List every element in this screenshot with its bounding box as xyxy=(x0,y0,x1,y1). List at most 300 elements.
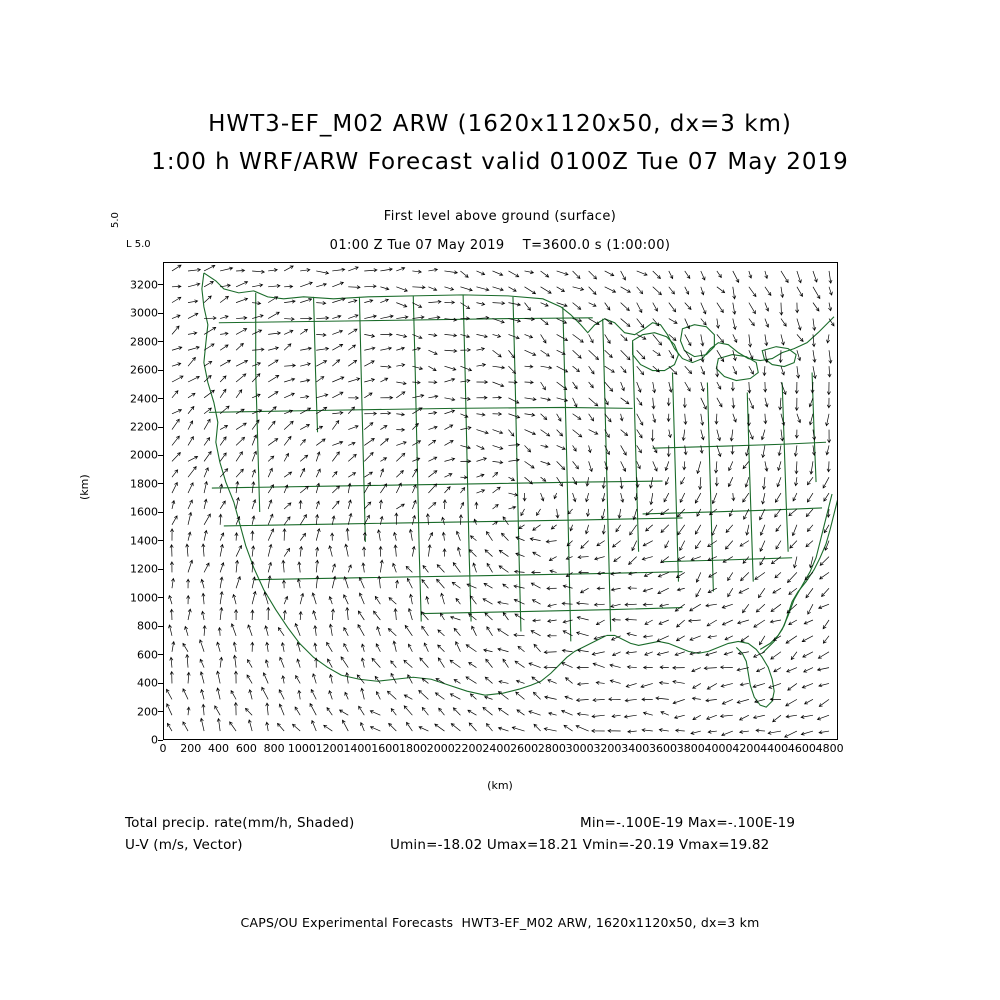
x-tick-label: 3800 xyxy=(676,742,705,755)
wind-vector-arrow xyxy=(393,641,396,652)
wind-vector-arrow xyxy=(346,608,349,620)
subtitle-time: 01:00 Z Tue 07 May 2019 T=3600.0 s (1:00:00) xyxy=(329,238,671,253)
wind-vector-arrow xyxy=(653,414,656,423)
wind-vector-arrow xyxy=(717,334,724,342)
wind-vector-arrow xyxy=(544,666,556,669)
wind-vector-arrow xyxy=(344,628,348,636)
wind-vector-arrow xyxy=(726,525,733,533)
x-tick-label: 2400 xyxy=(482,742,511,755)
wind-vector-arrow xyxy=(348,315,358,319)
wind-vector-arrow xyxy=(701,414,704,425)
y-tick-label: 800 xyxy=(137,619,158,633)
wind-vector-arrow xyxy=(620,414,623,421)
wind-vector-arrow xyxy=(268,456,274,461)
wind-vector-arrow xyxy=(706,699,717,702)
wind-vector-arrow xyxy=(708,635,717,638)
wind-vector-arrow xyxy=(749,366,754,374)
wind-vector-arrow xyxy=(172,297,181,302)
wind-vector-arrow xyxy=(268,312,279,318)
wind-vector-arrow xyxy=(568,509,573,514)
wind-vector-arrow xyxy=(408,644,412,652)
wind-vector-arrow xyxy=(685,271,690,278)
wind-vector-arrow xyxy=(523,493,526,501)
wind-vector-arrow xyxy=(364,423,373,430)
wind-vector-arrow xyxy=(667,445,670,456)
wind-vector-arrow xyxy=(348,513,352,524)
wind-vector-arrow xyxy=(268,332,280,335)
wind-vector-arrow xyxy=(683,461,686,469)
wind-vector-arrow xyxy=(781,334,784,345)
wind-vector-arrow xyxy=(476,458,486,462)
wind-vector-arrow xyxy=(716,366,719,377)
wind-vector-arrow xyxy=(236,452,242,462)
wind-vector-arrow xyxy=(749,271,752,278)
wind-vector-arrow xyxy=(444,287,453,291)
wind-vector-arrow xyxy=(300,533,305,540)
wind-vector-arrow xyxy=(499,550,508,556)
wind-vector-arrow xyxy=(451,616,461,620)
wind-vector-arrow xyxy=(376,644,380,652)
wind-vector-arrow xyxy=(220,376,226,382)
wind-vector-arrow xyxy=(348,378,359,382)
wind-vector-arrow xyxy=(557,382,567,390)
wind-vector-arrow xyxy=(486,659,493,667)
wind-vector-arrow xyxy=(749,398,754,409)
wind-vector-arrow xyxy=(819,683,829,686)
wind-vector-arrow xyxy=(721,714,733,717)
wind-vector-arrow xyxy=(172,470,178,477)
wind-vector-arrow xyxy=(460,379,469,382)
wind-vector-arrow xyxy=(777,477,781,487)
wind-vector-arrow xyxy=(525,350,536,355)
x-tick-label: 2600 xyxy=(510,742,539,755)
wind-vector-arrow xyxy=(626,618,637,621)
wind-vector-arrow xyxy=(249,690,252,700)
wind-vector-arrow xyxy=(300,379,309,382)
wind-vector-arrow xyxy=(541,366,552,369)
wind-vector-arrow xyxy=(621,303,630,311)
wind-vector-arrow xyxy=(556,509,559,518)
wind-vector-arrow xyxy=(393,563,397,572)
wind-vector-arrow xyxy=(525,381,534,384)
wind-vector-arrow xyxy=(544,728,556,731)
wind-vector-arrow xyxy=(412,423,418,429)
wind-vector-arrow xyxy=(593,698,605,701)
wind-vector-arrow xyxy=(701,271,705,280)
wind-vector-arrow xyxy=(813,287,820,299)
wind-vector-arrow xyxy=(657,652,668,656)
wind-vector-arrow xyxy=(364,269,377,272)
wind-vector-arrow xyxy=(499,708,509,715)
wind-vector-arrow xyxy=(573,382,578,389)
wind-vector-arrow xyxy=(548,634,557,637)
wind-vector-arrow xyxy=(185,626,188,635)
wind-vector-arrow xyxy=(364,361,374,366)
wind-vector-arrow xyxy=(220,315,228,318)
wind-vector-arrow xyxy=(387,691,396,699)
wind-vector-arrow xyxy=(693,683,701,688)
wind-vector-arrow xyxy=(717,445,721,456)
wind-vector-arrow xyxy=(632,541,637,551)
y-tick-label: 3000 xyxy=(130,306,158,320)
y-tick-label: 2000 xyxy=(130,448,158,462)
wind-vector-arrow xyxy=(749,287,756,297)
wind-vector-arrow xyxy=(516,537,525,541)
wind-vector-arrow xyxy=(551,525,556,529)
wind-vector-arrow xyxy=(454,680,460,684)
wind-vector-arrow xyxy=(412,408,422,414)
wind-vector-arrow xyxy=(749,319,754,326)
wind-vector-arrow xyxy=(653,366,660,372)
wind-vector-arrow xyxy=(372,658,380,667)
wind-vector-arrow xyxy=(364,315,376,319)
wind-vector-arrow xyxy=(475,502,478,509)
wind-vector-arrow xyxy=(829,350,832,363)
wind-vector-arrow xyxy=(300,455,307,461)
wind-vector-arrow xyxy=(660,604,669,607)
wind-vector-arrow xyxy=(380,365,391,368)
y-tick-label: 600 xyxy=(137,648,158,662)
wind-vector-arrow xyxy=(171,578,174,588)
wind-vector-arrow xyxy=(790,541,797,548)
wind-vector-arrow xyxy=(493,487,501,493)
wind-vector-arrow xyxy=(612,636,621,640)
wind-vector-arrow xyxy=(661,557,669,563)
wind-vector-arrow xyxy=(252,330,261,335)
wind-vector-arrow xyxy=(187,596,190,605)
wind-vector-arrow xyxy=(435,693,444,700)
wind-vector-arrow xyxy=(218,628,221,636)
wind-vector-arrow xyxy=(643,588,652,592)
wind-vector-arrow xyxy=(541,398,551,401)
wind-vector-arrow xyxy=(658,572,668,577)
wind-vector-arrow xyxy=(300,298,311,302)
x-tick-label: 4600 xyxy=(787,742,816,755)
wind-vector-arrow xyxy=(300,282,312,287)
wind-vector-arrow xyxy=(422,626,429,636)
wind-vector-arrow xyxy=(472,626,477,636)
wind-vector-arrow xyxy=(508,506,515,509)
wind-vector-arrow xyxy=(525,430,536,435)
wind-vector-arrow xyxy=(460,476,467,479)
wind-vector-arrow xyxy=(701,334,704,346)
wind-vector-arrow xyxy=(743,557,749,564)
wind-vector-arrow xyxy=(621,319,630,327)
wind-vector-arrow xyxy=(605,271,614,276)
wind-vector-arrow xyxy=(740,541,749,546)
wind-vector-arrow xyxy=(645,652,653,656)
wind-vector-arrow xyxy=(817,715,829,720)
wind-vector-arrow xyxy=(812,430,815,440)
wind-vector-arrow xyxy=(252,394,260,398)
wind-vector-arrow xyxy=(450,694,460,700)
wind-vector-arrow xyxy=(331,533,334,541)
wind-vector-arrow xyxy=(728,461,732,470)
wind-vector-arrow xyxy=(786,715,797,718)
wind-vector-arrow xyxy=(715,477,718,486)
wind-vector-arrow xyxy=(284,548,289,556)
wind-vector-arrow xyxy=(805,699,813,704)
wind-vector-arrow xyxy=(807,493,813,502)
wind-vector-arrow xyxy=(493,319,505,324)
wind-vector-arrow xyxy=(348,267,358,271)
wind-vector-arrow xyxy=(460,366,471,371)
wind-vector-arrow xyxy=(444,440,453,445)
x-tick-label: 3000 xyxy=(565,742,594,755)
wind-vector-arrow xyxy=(685,334,691,345)
wind-vector-arrow xyxy=(428,395,437,398)
wind-vector-arrow xyxy=(673,699,685,704)
wind-vector-arrow xyxy=(220,533,224,541)
wind-vector-arrow xyxy=(186,655,189,668)
wind-vector-arrow xyxy=(684,414,687,425)
wind-vector-arrow xyxy=(204,563,209,572)
wind-vector-arrow xyxy=(380,287,388,290)
wind-vector-arrow xyxy=(547,587,557,590)
wind-vector-arrow xyxy=(637,334,646,339)
wind-vector-arrow xyxy=(749,430,753,440)
wind-vector-arrow xyxy=(589,287,596,295)
wind-vector-arrow xyxy=(573,271,580,279)
wind-vector-arrow xyxy=(404,695,412,699)
wind-vector-arrow xyxy=(690,636,701,641)
wind-vector-arrow xyxy=(825,541,829,551)
wind-vector-arrow xyxy=(807,525,813,532)
wind-vector-arrow xyxy=(332,330,342,334)
wind-vector-arrow xyxy=(263,673,268,684)
wind-vector-arrow xyxy=(167,723,172,731)
wind-vector-arrow xyxy=(220,389,226,398)
wind-vector-arrow xyxy=(793,557,797,568)
wind-vector-arrow xyxy=(170,657,173,667)
wind-vector-arrow xyxy=(706,652,717,656)
wind-vector-arrow xyxy=(332,377,344,382)
wind-vector-arrow xyxy=(186,579,189,588)
wind-vector-arrow xyxy=(745,445,748,455)
wind-vector-arrow xyxy=(573,414,581,420)
wind-vector-arrow xyxy=(204,468,208,477)
wind-vector-arrow xyxy=(797,271,801,283)
wind-vector-arrow xyxy=(236,343,243,350)
wind-vector-arrow xyxy=(360,723,364,731)
wind-vector-arrow xyxy=(765,271,768,278)
wind-vector-arrow xyxy=(456,531,460,540)
wind-vector-arrow xyxy=(247,660,252,668)
wind-vector-arrow xyxy=(380,396,392,399)
wind-vector-arrow xyxy=(200,659,204,667)
wind-vector-arrow xyxy=(696,588,701,597)
wind-vector-arrow xyxy=(781,366,785,375)
y-tick-label: 400 xyxy=(137,676,158,690)
wind-vector-arrow xyxy=(300,347,311,350)
wind-vector-arrow xyxy=(717,303,723,313)
wind-vector-arrow xyxy=(312,721,317,731)
wind-vector-arrow xyxy=(297,659,300,668)
wind-vector-arrow xyxy=(380,333,392,336)
wind-vector-arrow xyxy=(377,530,380,541)
x-tick-label: 0 xyxy=(159,742,167,755)
y-tick-label: 1600 xyxy=(130,505,158,519)
wind-vector-arrow xyxy=(408,675,413,684)
wind-vector-arrow xyxy=(514,633,525,636)
wind-vector-arrow xyxy=(608,729,621,732)
wind-vector-arrow xyxy=(396,334,406,337)
wind-vector-arrow xyxy=(220,296,228,302)
wind-vector-arrow xyxy=(725,636,733,640)
wind-vector-arrow xyxy=(708,588,717,592)
wind-vector-arrow xyxy=(364,379,374,382)
wind-vector-arrow xyxy=(348,500,351,509)
wind-vector-arrow xyxy=(566,678,573,684)
wind-vector-arrow xyxy=(268,514,273,525)
wind-vector-arrow xyxy=(428,300,441,303)
wind-vector-arrow xyxy=(795,461,798,473)
wind-vector-arrow xyxy=(284,517,290,525)
wind-vector-arrow xyxy=(685,382,690,391)
wind-vector-arrow xyxy=(412,458,419,461)
wind-vector-arrow xyxy=(637,445,642,452)
wind-vector-arrow xyxy=(649,477,652,488)
precip-legend-label: Total precip. rate(mm/h, Shaded) xyxy=(125,815,355,831)
wind-vector-arrow xyxy=(503,613,508,620)
wind-vector-arrow xyxy=(675,715,685,718)
wind-vector-arrow xyxy=(332,421,338,430)
wind-vector-arrow xyxy=(756,604,765,612)
wind-vector-arrow xyxy=(577,698,589,701)
wind-vector-arrow xyxy=(801,731,813,735)
wind-vector-arrow xyxy=(183,643,188,651)
wind-vector-arrow xyxy=(707,715,717,719)
wind-vector-arrow xyxy=(428,502,435,508)
wind-vector-arrow xyxy=(220,267,232,271)
wind-vector-arrow xyxy=(803,652,813,657)
wind-vector-arrow xyxy=(284,596,288,604)
wind-vector-arrow xyxy=(278,628,284,636)
wind-vector-arrow xyxy=(616,525,621,532)
wind-vector-arrow xyxy=(637,414,643,425)
wind-vector-arrow xyxy=(689,619,701,622)
wind-vector-arrow xyxy=(340,710,349,715)
wind-vector-arrow xyxy=(252,362,260,366)
wind-vector-arrow xyxy=(737,699,749,703)
wind-vector-arrow xyxy=(220,563,224,573)
x-tick-label: 2000 xyxy=(426,742,455,755)
wind-vector-arrow xyxy=(733,303,736,315)
wind-vector-arrow xyxy=(644,572,652,576)
wind-vector-arrow xyxy=(474,519,477,525)
wind-vector-arrow xyxy=(747,414,750,426)
wind-vector-arrow xyxy=(628,586,637,589)
wind-vector-arrow xyxy=(754,620,765,627)
wind-vector-arrow xyxy=(332,501,339,509)
wind-vector-arrow xyxy=(422,707,428,715)
wind-vector-arrow xyxy=(428,287,436,291)
wind-vector-arrow xyxy=(733,334,737,342)
wind-vector-arrow xyxy=(728,477,733,486)
wind-vector-arrow xyxy=(380,378,387,382)
wind-vector-arrow xyxy=(348,300,357,303)
wind-vector-arrow xyxy=(819,699,829,706)
wind-vector-arrow xyxy=(637,350,645,359)
wind-vector-arrow xyxy=(422,580,428,589)
wind-vector-arrow xyxy=(268,468,272,477)
wind-vector-arrow xyxy=(637,319,644,328)
wind-vector-arrow xyxy=(795,430,798,438)
wind-vector-arrow xyxy=(754,715,765,718)
wind-vector-arrow xyxy=(680,541,685,551)
wind-vector-arrow xyxy=(380,268,392,271)
wind-vector-arrow xyxy=(557,398,568,402)
wind-vector-arrow xyxy=(172,376,183,382)
wind-vector-arrow xyxy=(493,271,503,276)
wind-vector-arrow xyxy=(628,730,637,733)
wind-vector-arrow xyxy=(476,445,484,449)
wind-vector-arrow xyxy=(828,366,831,377)
wind-vector-arrow xyxy=(541,382,546,390)
wind-vector-arrow xyxy=(363,532,366,540)
x-tick-label: 1000 xyxy=(287,742,316,755)
wind-vector-arrow xyxy=(748,382,751,393)
wind-vector-arrow xyxy=(364,393,372,398)
wind-vector-arrow xyxy=(485,550,492,557)
wind-vector-arrow xyxy=(359,593,364,604)
wind-vector-arrow xyxy=(280,657,285,667)
wind-vector-arrow xyxy=(202,544,205,557)
wind-vector-arrow xyxy=(428,471,436,478)
wind-vector-arrow xyxy=(525,303,531,311)
wind-vector-arrow xyxy=(444,334,456,337)
wind-vector-arrow xyxy=(172,501,175,509)
x-tick-label: 200 xyxy=(180,742,202,755)
wind-vector-arrow xyxy=(404,660,412,667)
wind-vector-arrow xyxy=(284,378,294,382)
wind-vector-arrow xyxy=(717,430,721,441)
wind-vector-arrow xyxy=(217,642,221,652)
wind-vector-arrow xyxy=(316,361,326,367)
wind-vector-arrow xyxy=(733,287,736,299)
wind-vector-arrow xyxy=(585,525,588,534)
wind-vector-arrow xyxy=(625,603,637,606)
wind-vector-arrow xyxy=(204,451,211,461)
wind-vector-arrow xyxy=(721,683,733,687)
wind-vector-arrow xyxy=(626,651,637,654)
wind-vector-arrow xyxy=(562,649,572,652)
wind-vector-arrow xyxy=(605,287,616,292)
wind-vector-arrow xyxy=(220,437,226,446)
wind-vector-arrow xyxy=(476,334,487,337)
wind-vector-arrow xyxy=(525,445,531,451)
wind-vector-arrow xyxy=(187,672,190,683)
wind-vector-arrow xyxy=(345,544,349,556)
wind-vector-arrow xyxy=(602,477,605,488)
wind-vector-arrow xyxy=(310,704,316,716)
wind-vector-arrow xyxy=(298,562,301,572)
wind-vector-arrow xyxy=(476,413,484,416)
wind-vector-arrow xyxy=(611,572,621,575)
wind-vector-arrow xyxy=(722,620,732,625)
wind-vector-arrow xyxy=(188,609,191,620)
wind-vector-arrow xyxy=(315,658,318,667)
wind-vector-arrow xyxy=(348,396,358,399)
wind-vector-arrow xyxy=(428,440,435,445)
wind-vector-arrow xyxy=(215,706,220,715)
wind-vector-arrow xyxy=(187,707,190,715)
wind-vector-arrow xyxy=(172,409,181,413)
wind-vector-arrow xyxy=(476,474,483,477)
wind-vector-arrow xyxy=(680,493,685,502)
wind-vector-arrow xyxy=(724,652,733,655)
wind-vector-arrow xyxy=(692,668,701,672)
